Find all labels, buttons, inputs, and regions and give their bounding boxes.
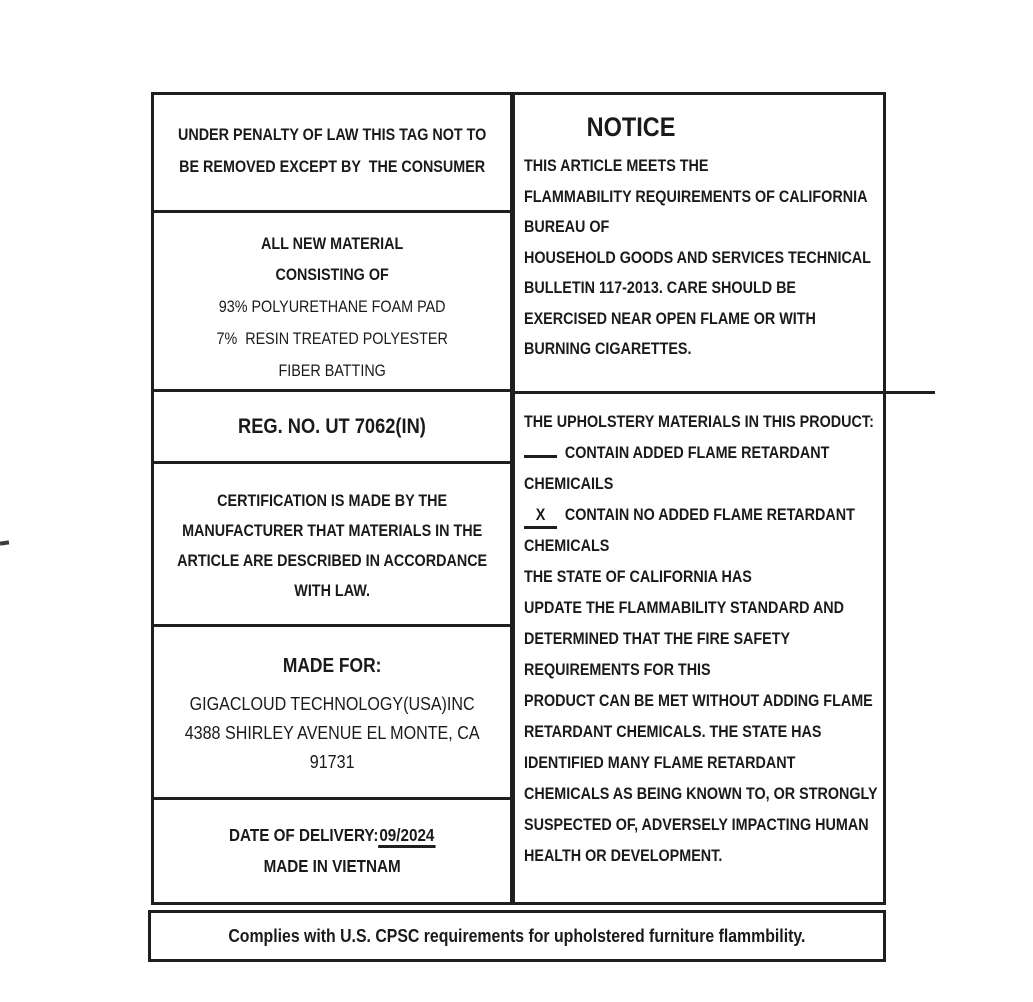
certification-cell <box>154 464 510 627</box>
flammability-notice-cell <box>515 95 934 394</box>
option-contain-added <box>524 438 878 469</box>
option-no-added-continuation: CHEMICALS <box>524 537 610 555</box>
law-label-right-column <box>515 95 934 902</box>
closing-line: THE STATE OF CALIFORNIA HAS <box>524 568 753 586</box>
law-label-tag <box>151 92 886 905</box>
notice-line: BURNING CIGARETTES. <box>524 340 692 358</box>
closing-line: IDENTIFIED MANY FLAME RETARDANT <box>524 754 796 772</box>
closing-line: CHEMICALS AS BEING KNOWN TO, OR STRONGLY <box>524 785 878 803</box>
closing-line: PRODUCT CAN BE MET WITHOUT ADDING FLAME <box>524 692 874 710</box>
notice-line: BUREAU OF <box>524 218 610 236</box>
penalty-line-1: UNDER PENALTY OF LAW THIS TAG NOT TO <box>177 126 487 144</box>
certification-line-1: CERTIFICATION IS MADE BY THE <box>217 492 448 510</box>
delivery-date-label: DATE OF DELIVERY: <box>229 825 379 845</box>
closing-line: SUSPECTED OF, ADVERSELY IMPACTING HUMAN <box>524 816 869 834</box>
closing-line: HEALTH OR DEVELOPMENT. <box>524 847 723 865</box>
closing-line: UPDATE THE FLAMMABILITY STANDARD AND <box>524 599 845 617</box>
penalty-notice-cell <box>154 95 510 213</box>
made-for-heading: MADE FOR: <box>282 655 382 677</box>
material-content-1: 93% POLYURETHANE FOAM PAD <box>218 298 446 316</box>
notice-line: EXERCISED NEAR OPEN FLAME OR WITH <box>524 309 817 328</box>
notice-line: FLAMMABILITY REQUIREMENTS OF CALIFORNIA <box>524 187 868 206</box>
delivery-date-value: 09/2024 <box>378 825 435 848</box>
made-for-company: GIGACLOUD TECHNOLOGY(USA)INC <box>189 693 475 714</box>
notice-line: HOUSEHOLD GOODS AND SERVICES TECHNICAL <box>524 248 872 267</box>
material-contents-cell <box>154 213 510 392</box>
option-contain-added-text: CONTAIN ADDED FLAME RETARDANT <box>565 444 830 462</box>
delivery-date-cell <box>154 800 510 902</box>
notice-line: THIS ARTICLE MEETS THE <box>524 157 709 175</box>
law-label-left-column <box>154 95 515 902</box>
material-heading-2: CONSISTING OF <box>275 266 389 284</box>
option-no-added-text: CONTAIN NO ADDED FLAME RETARDANT <box>565 506 856 524</box>
upholstery-intro: THE UPHOLSTERY MATERIALS IN THIS PRODUCT: <box>524 413 875 431</box>
scan-artifact-mark <box>0 540 9 545</box>
flame-retardant-disclosure-cell <box>515 394 934 902</box>
cpsc-compliance-text: Complies with U.S. CPSC requirements for upholstered furniture flammbility. <box>228 925 806 946</box>
certification-line-4: WITH LAW. <box>294 582 371 600</box>
registration-number-cell <box>154 392 510 464</box>
closing-line: DETERMINED THAT THE FIRE SAFETY <box>524 630 791 648</box>
country-of-origin: MADE IN VIETNAM <box>263 856 401 876</box>
delivery-date-line <box>177 820 487 851</box>
registration-number: REG. NO. UT 7062(IN) <box>238 414 427 438</box>
made-for-cell <box>154 627 510 800</box>
unchecked-blank-rule <box>524 455 557 458</box>
made-for-address: 4388 SHIRLEY AVENUE EL MONTE, CA <box>184 722 480 743</box>
material-content-3: FIBER BATTING <box>278 362 386 380</box>
certification-line-3: ARTICLE ARE DESCRIBED IN ACCORDANCE <box>177 552 488 570</box>
notice-line: BULLETIN 117-2013. CARE SHOULD BE <box>524 279 797 297</box>
closing-line: RETARDANT CHEMICALS. THE STATE HAS <box>524 723 822 741</box>
made-for-zip: 91731 <box>309 751 355 772</box>
material-content-2: 7% RESIN TREATED POLYESTER <box>216 330 448 348</box>
option-no-added <box>524 500 878 531</box>
closing-line: REQUIREMENTS FOR THIS <box>524 661 711 679</box>
notice-heading: NOTICE <box>586 112 676 142</box>
checked-x-rule: X <box>524 504 557 529</box>
certification-line-2: MANUFACTURER THAT MATERIALS IN THE <box>182 522 483 540</box>
option-contain-added-continuation: CHEMICAILS <box>524 475 614 493</box>
cpsc-compliance-strip <box>148 910 886 962</box>
penalty-line-2: BE REMOVED EXCEPT BY THE CONSUMER <box>179 158 486 176</box>
material-heading-1: ALL NEW MATERIAL <box>261 235 404 253</box>
